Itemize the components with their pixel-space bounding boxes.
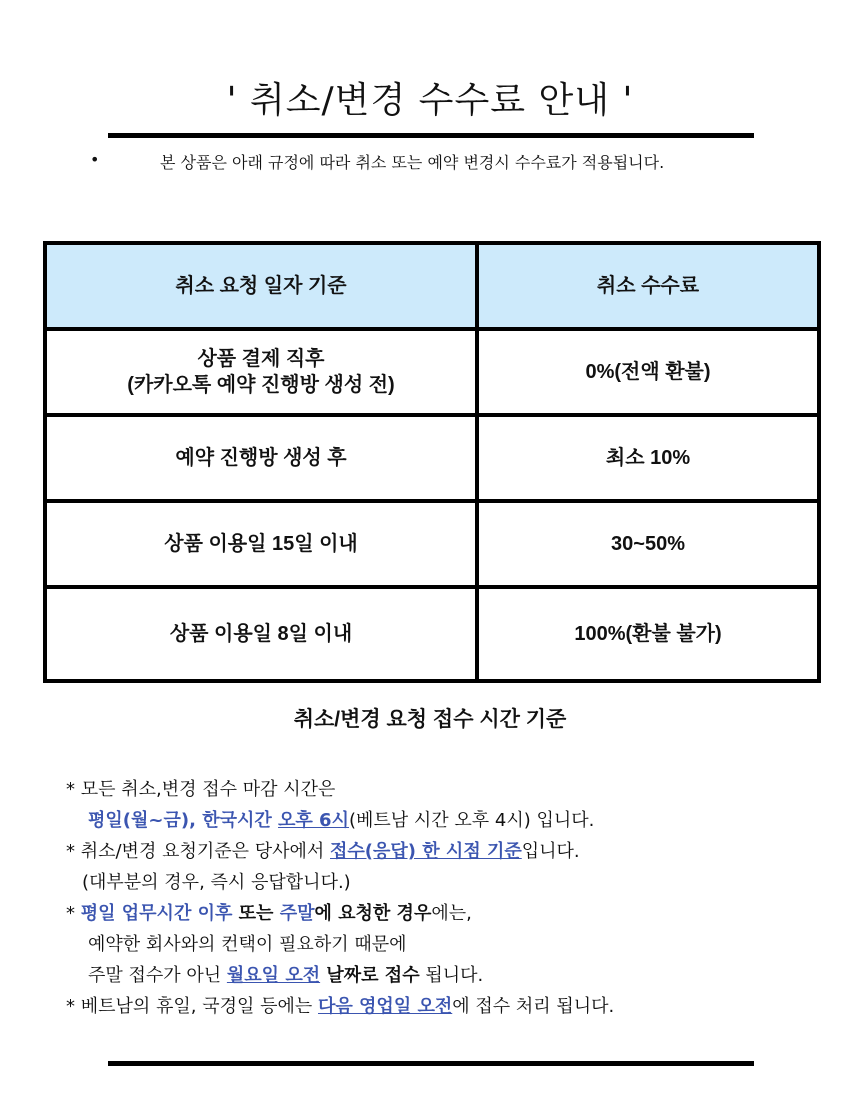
bottom-divider (108, 1061, 754, 1066)
note-text: * 베트남의 휴일, 국경일 등에는 (66, 996, 318, 1017)
note-bold: 날짜로 접수 (320, 965, 420, 986)
page-title: ' 취소/변경 수수료 안내 ' (226, 80, 634, 121)
table-row (45, 587, 819, 681)
note-line (66, 867, 806, 898)
note-highlight-underlined: 오후 6시 (278, 810, 349, 831)
note-line (66, 960, 806, 991)
note-bold: 또는 (232, 903, 280, 924)
table-header-row (45, 243, 819, 329)
fee-cell: 0%(전액 환불) (477, 329, 819, 415)
table-row (45, 329, 819, 415)
note-highlight-underlined: 다음 영업일 오전 (318, 996, 453, 1017)
note-line (66, 805, 806, 836)
note-text: * 취소/변경 요청기준은 당사에서 (66, 841, 330, 862)
fee-cell: 최소 10% (477, 415, 819, 501)
note-highlight-underlined: 접수(응답) 한 시점 기준 (330, 841, 522, 862)
table-row (45, 415, 819, 501)
note-line (66, 774, 806, 805)
note-bold: 에 요청한 경우 (314, 903, 432, 924)
fee-cell: 100%(환불 불가) (477, 587, 819, 681)
notes-list (66, 774, 806, 1022)
note-line (66, 898, 806, 929)
top-divider (108, 133, 754, 138)
bullet-icon: • (90, 150, 100, 169)
note-text: * 모든 취소,변경 접수 마감 시간은 (66, 779, 336, 800)
header-criterion: 취소 요청 일자 기준 (45, 243, 477, 329)
criterion-line1: 상품 결제 직후 (197, 348, 325, 370)
note-highlight: 평일 업무시간 이후 (80, 903, 233, 924)
note-text: (대부분의 경우, 즉시 응답합니다.) (82, 872, 351, 893)
criterion-line2: (카카오톡 예약 진행방 생성 전) (127, 374, 395, 396)
header-fee: 취소 수수료 (477, 243, 819, 329)
criterion-cell: 상품 이용일 15일 이내 (45, 501, 477, 587)
note-text: 입니다. (521, 841, 580, 862)
note-line (66, 836, 806, 867)
note-text: 예약한 회사와의 컨택이 필요하기 때문에 (88, 934, 407, 955)
table-row (45, 501, 819, 587)
note-highlight: 평일(월~금), 한국시간 (88, 810, 279, 831)
note-highlight: 주말 (279, 903, 315, 924)
note-text: 됩니다. (419, 965, 484, 986)
section-heading: 취소/변경 요청 접수 시간 기준 (293, 708, 567, 731)
note-text: * (66, 903, 81, 924)
criterion-cell (45, 329, 477, 415)
criterion-cell: 상품 이용일 8일 이내 (45, 587, 477, 681)
cancellation-fee-table (43, 241, 821, 683)
note-text: 에 접수 처리 됩니다. (452, 996, 615, 1017)
note-text: 주말 접수가 아닌 (88, 965, 227, 986)
intro-text: 본 상품은 아래 규정에 따라 취소 또는 예약 변경시 수수료가 적용됩니다. (160, 153, 665, 172)
note-line (66, 991, 806, 1022)
note-text: 에는, (431, 903, 472, 924)
note-highlight-underlined: 월요일 오전 (226, 965, 321, 986)
fee-cell: 30~50% (477, 501, 819, 587)
criterion-cell: 예약 진행방 생성 후 (45, 415, 477, 501)
note-text: (베트남 시간 오후 4시) 입니다. (348, 810, 595, 831)
note-line (66, 929, 806, 960)
